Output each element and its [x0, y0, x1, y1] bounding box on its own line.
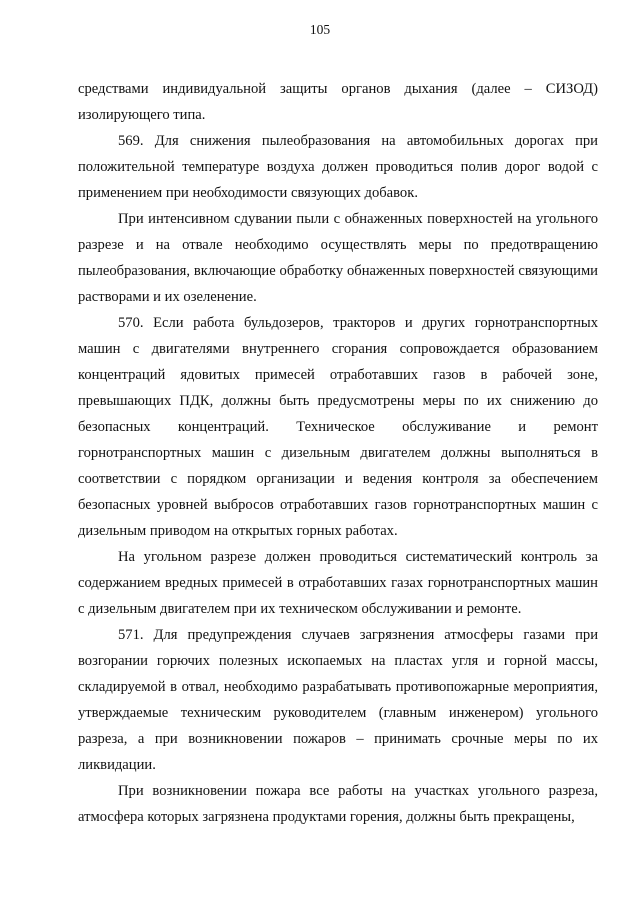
paragraph-fire-works: При возникновении пожара все работы на участках угольного разреза, атмосфера которых загрязнена продуктами горения, должны быть прекращены,	[78, 783, 598, 825]
paragraph-continuation: средствами индивидуальной защиты органов дыхания (далее – СИЗОД) изолирующего типа.	[78, 81, 598, 123]
paragraph-570: 570. Если работа бульдозеров, тракторов и других горнотранспортных машин с двигателями внутреннего сгорания сопровождается образованием концентраций ядовитых примесей отработавших газов в рабочей зоне, превышающих ПДК, должны быть предусмотрены меры по их снижению до безопасных концентраций. Техническое обслуживание и ремонт горнотранспортных машин с дизельным двигателем должны выполняться в соответствии с порядком организации и ведения контроля за обеспечением безопасных уровней выбросов отработавших газов горнотранспортных машин с дизельным приводом на открытых горных работах.	[78, 315, 598, 539]
paragraph-dust-blowing: При интенсивном сдувании пыли с обнаженных поверхностей на угольного разрезе и на отвале необходимо осуществлять меры по предотвращению пылеобразования, включающие обработку обнаженных поверхностей связующими растворами и их озеленение.	[78, 211, 598, 305]
paragraph-exhaust-control: На угольном разрезе должен проводиться систематический контроль за содержанием вредных примесей в отработавших газах горнотранспортных машин с дизельным двигателем при их техническом обслуживании и ремонте.	[78, 549, 598, 617]
page-number: 105	[309, 22, 331, 37]
paragraph-571: 571. Для предупреждения случаев загрязнения атмосферы газами при возгорании горючих полезных ископаемых на пластах угля и горной массы, складируемой в отвал, необходимо разрабатывать противопожарные мероприятия, утверждаемые техническим руководителем (главным инженером) угольного разреза, а при возникновении пожаров – принимать срочные меры по их ликвидации.	[78, 627, 598, 773]
document-body	[78, 76, 598, 830]
paragraph-569: 569. Для снижения пылеобразования на автомобильных дорогах при положительной температуре воздуха должен проводиться полив дорог водой с применением при необходимости связующих добавок.	[78, 133, 598, 201]
